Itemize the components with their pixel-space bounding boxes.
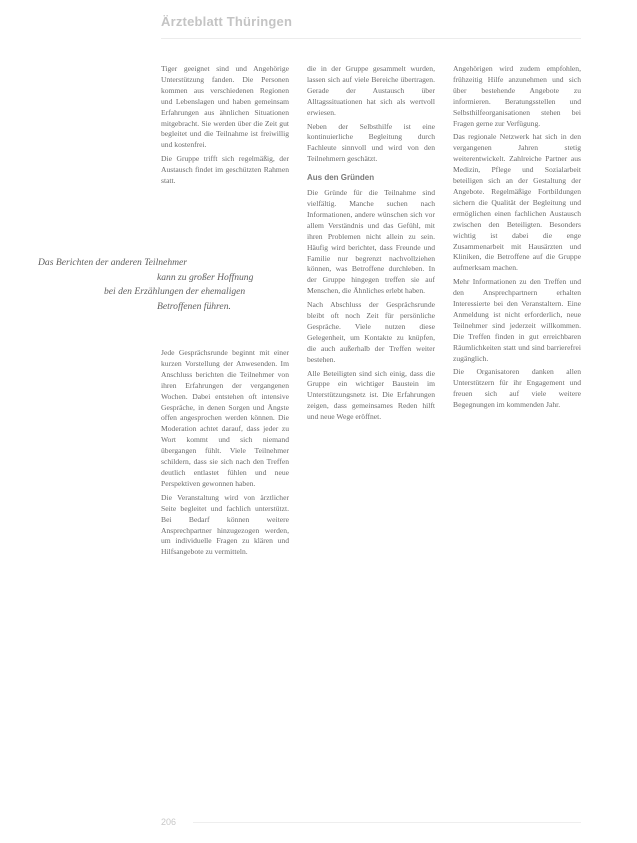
paragraph: Neben der Selbsthilfe ist eine kontinuierliche Begleitung durch Fachleute sinnvoll und wird von den Teilnehmern geschätzt.	[307, 121, 435, 164]
pull-quote-line: Betroffenen führen.	[157, 300, 231, 312]
pull-quote-line: bei den Erzählungen der ehemaligen	[104, 286, 246, 297]
paragraph: Nach Abschluss der Gesprächsrunde bleibt oft noch Zeit für persönliche Gespräche. Viele nutzen diese Gelegenheit, um Kontakte zu knüpfen, die auch außerhalb der Treffen weiter bestehen.	[307, 300, 435, 364]
header-divider	[161, 38, 581, 39]
paragraph: Das regionale Netzwerk hat sich in den vergangenen Jahren stetig weiterentwickelt. Zahlreiche Partner aus Medizin, Pflege und Sozialarbeit beteiligen sich an der Gestaltung der Angebote. Regelmäßige Fortbildungen sichern die Qualität der Begleitung und ermöglichen einen fachlichen Austausch zwischen den Beteiligten. Besonders wichtig ist dabei die enge Zusammenarbeit mit Hausärzten und Kliniken, die Betroffene auf die Gruppe aufmerksam machen.	[453, 132, 581, 273]
paragraph: Tiger geeignet sind und Angehörige Unterstützung fanden. Die Personen kommen aus verschiedenen Regionen und Lebenslagen und haben gemeinsam Erfahrungen aus ähnlichen Situationen mitgebracht. Sie werden über die Zeit gut begleitet und die Teilnahme ist freiwillig und kostenfrei.	[161, 64, 289, 150]
column-3	[453, 64, 581, 824]
paragraph: Mehr Informationen zu den Treffen und den Ansprechpartnern erhalten Interessierte bei den Veranstaltern. Eine Anmeldung ist nicht erforderlich, neue Teilnehmer sind jederzeit willkommen. Die Treffen finden in gut erreichbaren Räumlichkeiten statt und sind barrierefrei zugänglich.	[453, 277, 581, 363]
paragraph: die in der Gruppe gesammelt wurden, lassen sich auf viele Bereiche übertragen. Gerade der Austausch über Alltagssituationen hat sich als wertvoll erwiesen.	[307, 64, 435, 117]
section-subheading: Aus den Gründen	[307, 173, 375, 183]
column-1-bottom	[161, 348, 289, 818]
paragraph: Die Veranstaltung wird von ärztlicher Seite begleitet und fachlich unterstützt. Bei Bedarf können weitere Ansprechpartner hinzugezogen werden, um individuelle Fragen zu klären und Hilfsangebote zu vermitteln.	[161, 492, 289, 557]
column-1-top	[161, 64, 289, 190]
paragraph: Alle Beteiligten sind sich einig, dass die Gruppe ein wichtiger Baustein im Unterstützungsnetz ist. Die Erfahrungen zeigen, dass gemeinsames Reden hilft und neue Wege eröffnet.	[307, 368, 435, 422]
column-2	[307, 64, 435, 534]
pull-quote-line: kann zu großer Hoffnung	[157, 271, 254, 283]
paragraph: Die Gruppe trifft sich regelmäßig, der Austausch findet im geschützten Rahmen statt.	[161, 154, 289, 186]
pull-quote	[38, 256, 294, 314]
pull-quote-line: Das Berichten der anderen Teilnehmer	[38, 257, 188, 268]
paragraph: Jede Gesprächsrunde beginnt mit einer kurzen Vorstellung der Anwesenden. Im Anschluss berichten die Teilnehmer von ihren Erfahrungen der vergangenen Wochen. Dabei entstehen oft intensive Gespräche, in denen Sorgen und Ängste offen angesprochen werden können. Die Moderation achtet darauf, dass jeder zu Wort kommt und sich niemand übergangen fühlt. Viele Teilnehmer schildern, dass sie sich nach den Treffen deutlich entlastet fühlen und neue Perspektiven gewonnen haben.	[161, 348, 289, 488]
paragraph: Angehörigen wird zudem empfohlen, frühzeitig Hilfe anzunehmen und sich über bestehende Angebote zu informieren. Beratungsstellen und Selbsthilfeorganisationen stehen bei Fragen gerne zur Verfügung.	[453, 64, 581, 128]
page-number: 206	[161, 817, 177, 827]
footer-divider	[193, 822, 581, 823]
paragraph: Die Gründe für die Teilnahme sind vielfältig. Manche suchen nach Informationen, andere wünschen sich vor allem Verständnis und das Gefühl, mit ihren Problemen nicht allein zu sein. Häufig wird berichtet, dass Freunde und Familie nur begrenzt nachvollziehen können, was Betroffene durchleben. In der Gruppe hingegen treffen sie auf Menschen, die Ähnliches erlebt haben.	[307, 188, 435, 296]
paragraph: Die Organisatoren danken allen Unterstützern für ihr Engagement und freuen sich auf viele weitere Begegnungen im kommenden Jahr.	[453, 367, 581, 410]
section-title: Ärzteblatt Thüringen	[161, 14, 293, 29]
